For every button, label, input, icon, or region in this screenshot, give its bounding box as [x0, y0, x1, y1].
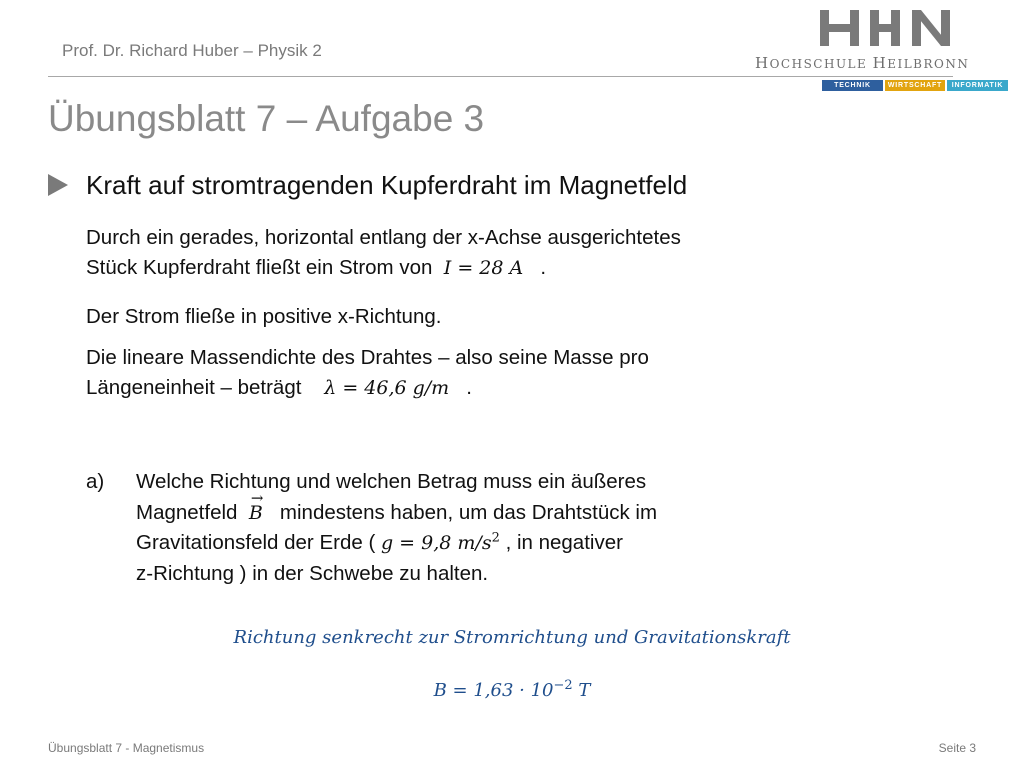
- question-line4: z-Richtung ) in der Schwebe zu halten.: [136, 561, 489, 585]
- question-text: [136, 467, 657, 589]
- faculty-informatik: INFORMATIK: [947, 80, 1008, 91]
- question-line2: Magnetfeld → B mindestens haben, um das Drahtstück im: [136, 498, 657, 529]
- current-formula: I = 28 A: [443, 257, 524, 279]
- paragraph-wire: [86, 223, 681, 283]
- paragraph-wire-line1: Durch ein gerades, horizontal entlang der x-Achse ausgerichtetes: [86, 226, 681, 249]
- page-number: Seite 3: [938, 741, 976, 755]
- faculty-technik: TECHNIK: [822, 80, 883, 91]
- paragraph-wire-line2: Stück Kupferdraht fließt ein Strom von I = 28 A .: [86, 256, 547, 279]
- slide-title: Übungsblatt 7 – Aufgabe 3: [48, 98, 485, 139]
- question-line1: Welche Richtung und welchen Betrag muss ein äußeres: [136, 470, 647, 493]
- paragraph-density-line2: Längeneinheit – beträgt λ = 46,6 g/m .: [86, 376, 472, 399]
- faculty-wirtschaft: WIRTSCHAFT: [885, 80, 945, 91]
- question-line3: Gravitationsfeld der Erde ( g = 9,8 $m/s^2$ , in negativer: [136, 530, 623, 554]
- presenter-name: Prof. Dr. Richard Huber – Physik 2: [62, 41, 322, 60]
- footer-topic: Übungsblatt 7 - Magnetismus: [48, 741, 205, 755]
- university-name: HOCHSCHULE HEILBRONN: [755, 54, 970, 72]
- paragraph-density: [86, 343, 649, 403]
- faculty-bar: [822, 80, 1008, 91]
- triangle-bullet-icon: [48, 174, 68, 196]
- header-divider: [48, 76, 953, 77]
- answer-magnitude: $B = 1,63 \cdot 10^{-2}$ T: [433, 678, 591, 701]
- hhn-logo-icon: [820, 10, 950, 46]
- paragraph-direction: Der Strom fließe in positive x-Richtung.: [86, 305, 442, 328]
- gravity-formula: g = 9,8 $m/s^2$: [380, 530, 500, 554]
- density-formula: λ = 46,6 g/m: [324, 377, 450, 399]
- answer-direction: Richtung senkrecht zur Stromrichtung und Gravitationskraft: [233, 627, 791, 648]
- question-label: a): [86, 470, 105, 493]
- bullet-heading: Kraft auf stromtragenden Kupferdraht im Magnetfeld: [86, 170, 688, 200]
- paragraph-density-line1: Die lineare Massendichte des Drahtes – also seine Masse pro: [86, 346, 649, 369]
- vector-b-symbol: → B: [249, 498, 263, 529]
